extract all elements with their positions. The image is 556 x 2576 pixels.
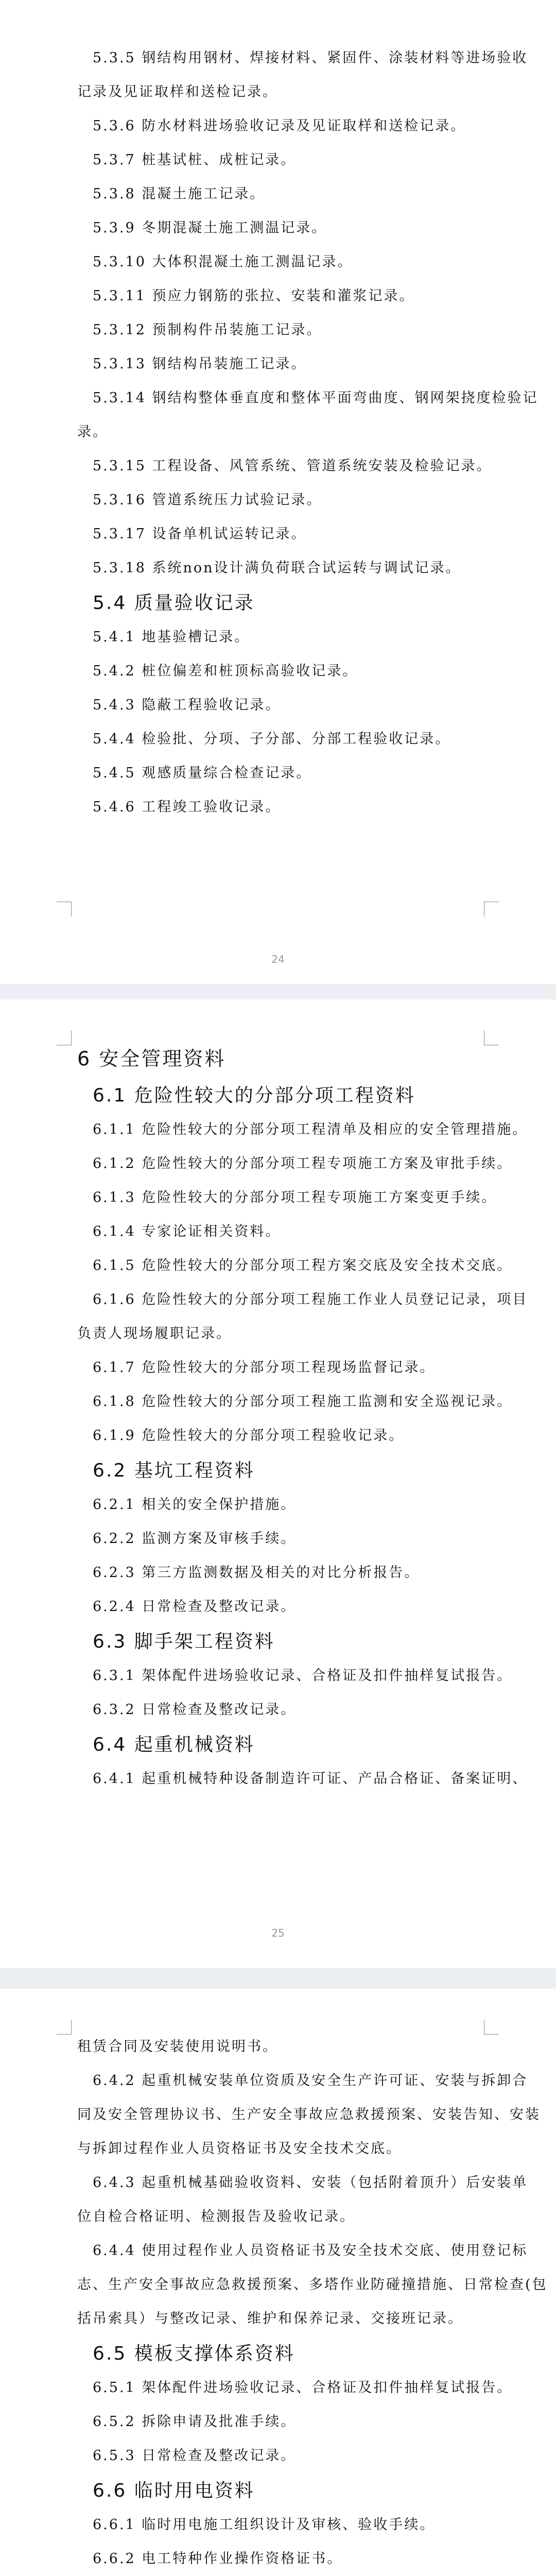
text-line: 6.5.2 拆除申请及批准手续。 [93,2414,297,2430]
text-line: 5.3.12 预制构件吊装施工记录。 [93,322,322,338]
text-line: 位自检合格证明、检测报告及验收记录。 [77,2209,355,2225]
text-block [77,1118,528,1448]
section-heading: 6.3 脚手架工程资料 [93,1631,275,1652]
section-heading: 6.1 危险性较大的分部分项工程资料 [93,1085,415,1106]
text-line: 录。 [77,424,108,440]
text-line: 负责人现场履职记录。 [77,1326,232,1342]
text-line: 5.3.16 管道系统压力试验记录。 [93,492,322,508]
text-line: 5.3.15 工程设备、风管系统、管道系统安装及检验记录。 [93,458,492,474]
text-line: 5.3.13 钢结构吊装施工记录。 [93,356,307,372]
page-corner-mark [57,1030,72,1045]
text-line: 5.4.5 观感质量综合检查记录。 [93,765,312,781]
text-line: 5.3.18 系统non设计满负荷联合试运转与调试记录。 [93,560,461,576]
text-line: 与拆卸过程作业人员资格证书及安全技术交底。 [77,2141,402,2157]
text-line: 6.1.4 专家论证相关资料。 [93,1224,281,1240]
text-line: 5.4.6 工程竣工验收记录。 [93,799,281,815]
text-line: 5.3.5 钢结构用钢材、焊接材料、紧固件、涂装材料等进场验收 [93,50,528,66]
document-page-25 [0,999,556,1968]
text-line: 6.1.7 危险性较大的分部分项工程现场监督记录。 [93,1360,436,1376]
page-corner-mark [484,1030,499,1045]
text-line: 5.3.14 钢结构整体垂直度和整体平面弯曲度、钢网架挠度检验记 [93,390,538,406]
text-line: 5.3.17 设备单机试运转记录。 [93,526,307,542]
page-body [77,999,528,1791]
section-heading: 6.2 基坑工程资料 [93,1460,255,1481]
text-line: 5.3.9 冬期混凝土施工测温记录。 [93,220,327,236]
text-line: 租赁合同及安装使用说明书。 [77,2039,278,2055]
page-corner-mark [57,902,72,917]
text-line: 6.1.2 危险性较大的分部分项工程专项施工方案及审批手续。 [93,1156,513,1172]
text-line: 6.4.1 起重机械特种设备制造许可证、产品合格证、备案证明、 [93,1771,528,1787]
text-line: 5.3.6 防水材料进场验收记录及见证取样和送检记录。 [93,118,466,134]
text-line: 6.2.4 日常检查及整改记录。 [93,1599,297,1615]
text-line: 5.4.2 桩位偏差和桩顶标高验收记录。 [93,663,358,679]
page-corner-mark [57,2020,72,2035]
section-heading: 5.4 质量验收记录 [93,592,255,614]
text-line: 5.4.4 检验批、分项、子分部、分部工程验收记录。 [93,731,451,747]
text-line: 5.4.3 隐蔽工程验收记录。 [93,697,281,713]
text-line: 6.1.6 危险性较大的分部分项工程施工作业人员登记记录，项目 [93,1292,528,1308]
text-block [77,1493,499,1619]
text-line: 5.4.1 地基验槽记录。 [93,629,250,645]
text-line: 6.2.3 第三方监测数据及相关的对比分析报告。 [93,1565,420,1581]
section-heading: 6.4 起重机械资料 [93,1734,255,1755]
text-block [77,1664,513,1722]
text-line: 括吊索具）与整改记录、维护和保养记录、交接班记录。 [77,2311,463,2327]
text-line: 志、生产安全事故应急救援预案、多塔作业防碰撞措施、日常检查(包 [77,2277,548,2293]
text-line: 6.2.2 监测方案及审核手续。 [93,1531,297,1547]
text-line: 6.1.3 危险性较大的分部分项工程专项施工方案变更手续。 [93,1190,497,1206]
text-line: 5.3.10 大体积混凝土施工测温记录。 [93,254,353,270]
text-block [77,46,538,580]
text-line: 6.2.1 相关的安全保护措施。 [93,1497,297,1513]
text-line: 6.4.4 使用过程作业人员资格证书及安全技术交底、使用登记标 [93,2243,528,2259]
text-line: 5.3.11 预应力钢筋的张拉、安装和灌浆记录。 [93,288,415,304]
document-page-24 [0,0,556,984]
text-line: 6.4.2 起重机械安装单位资质及安全生产许可证、安装与拆卸合 [93,2073,528,2089]
chapter-heading: 6 安全管理资料 [77,1047,226,1070]
text-line: 5.3.8 混凝土施工记录。 [93,186,266,202]
text-line: 6.3.2 日常检查及整改记录。 [93,1702,297,1718]
page-number: 25 [271,1927,285,1939]
text-line: 6.1.5 危险性较大的分部分项工程方案交底及安全技术交底。 [93,1258,513,1274]
text-line: 6.5.3 日常检查及整改记录。 [93,2448,297,2464]
section-heading: 6.5 模板支撑体系资料 [93,2343,295,2364]
text-line: 6.1.9 危险性较大的分部分项工程验收记录。 [93,1428,405,1444]
section-heading: 6.6 临时用电资料 [93,2480,255,2501]
text-line: 6.1.8 危险性较大的分部分项工程施工监测和安全巡视记录。 [93,1394,513,1410]
text-block [77,2035,548,2331]
text-line: 6.5.1 架体配件进场验收记录、合格证及扣件抽样复试报告。 [93,2380,513,2396]
text-line: 6.1.1 危险性较大的分部分项工程清单及相应的安全管理措施。 [93,1122,528,1138]
page-number: 24 [271,953,285,965]
page-body [77,1989,548,2576]
page-corner-mark [484,902,499,917]
text-block [77,1767,528,1791]
text-line: 6.6.2 电工特种作业操作资格证书。 [93,2551,343,2567]
text-line: 同及安全管理协议书、生产安全事故应急救援预案、安装告知、安装 [77,2107,541,2123]
text-block [77,2376,513,2468]
text-line: 5.3.7 桩基试桩、成桩记录。 [93,152,297,168]
text-line: 6.3.1 架体配件进场验收记录、合格证及扣件抽样复试报告。 [93,1668,513,1684]
page-body [77,0,538,819]
text-line: 6.4.3 起重机械基础验收资料、安装（包括附着顶升）后安装单 [93,2175,528,2191]
page-corner-mark [484,2020,499,2035]
text-line: 记录及见证取样和送检记录。 [77,84,278,100]
text-block [77,625,499,819]
text-line: 6.6.1 临时用电施工组织设计及审核、验收手续。 [93,2517,436,2533]
text-block [77,2513,499,2576]
document-page-26 [0,1989,556,2576]
